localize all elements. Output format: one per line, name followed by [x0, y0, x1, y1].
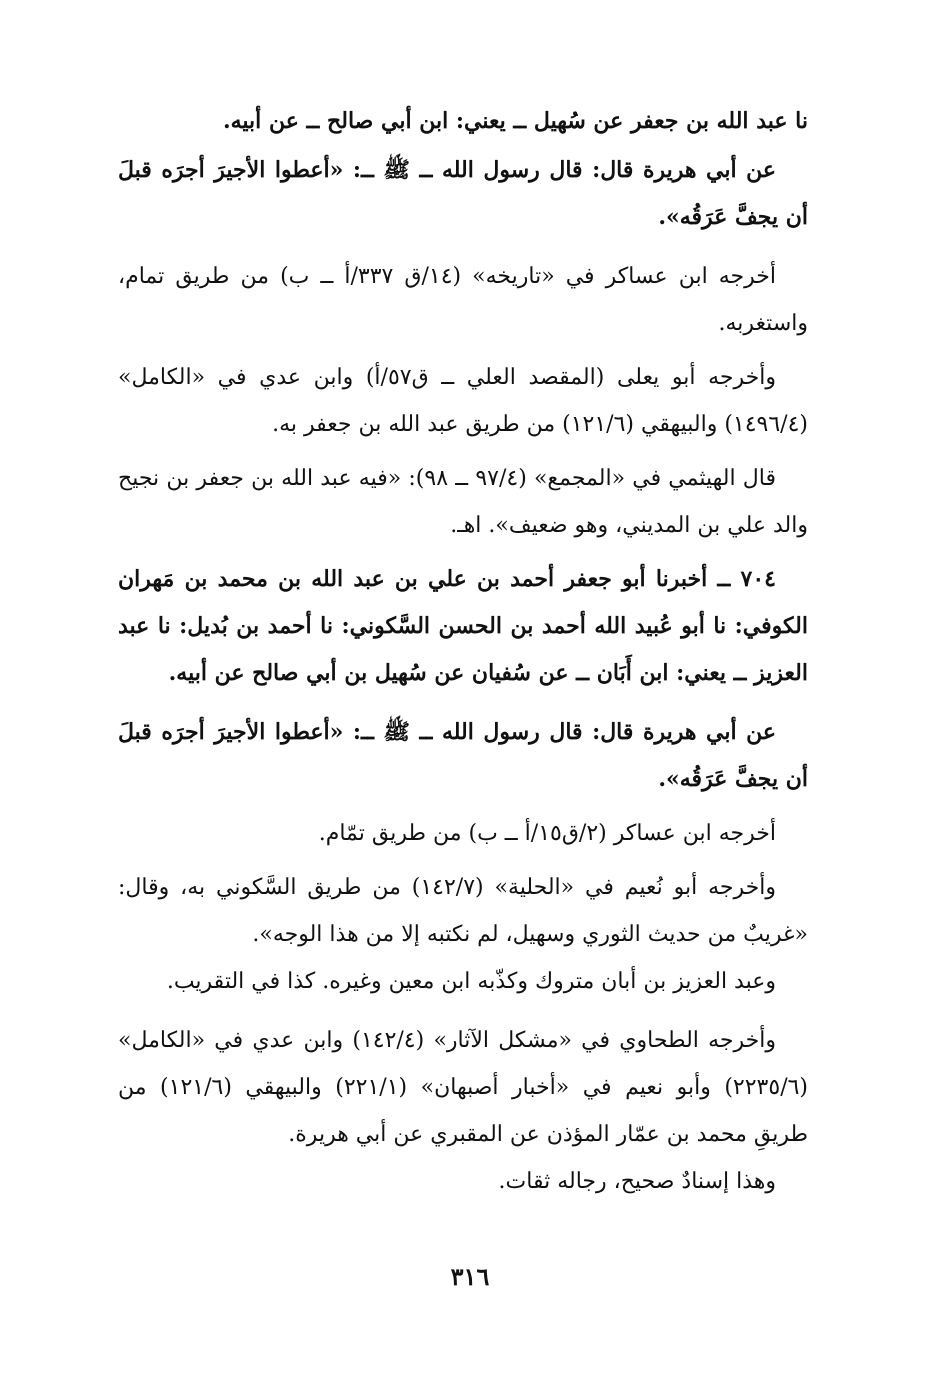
- hadith-text-704: عن أبي هريرة قال: قال رسول الله ــ ﷺ ــ: «أعطوا الأجيرَ أجرَه قبلَ أن يجفَّ عَرَقُه».: [118, 719, 808, 792]
- isnad-line-continued: نا عبد الله بن جعفر عن سُهيل ــ يعني: ابن أبي صالح ــ عن أبيه.: [222, 108, 808, 134]
- page-number: ٣١٦: [450, 1262, 490, 1291]
- hadith-text-703: عن أبي هريرة قال: قال رسول الله ــ ﷺ ــ: «أعطوا الأجيرَ أجرَه قبلَ أن يجفَّ عَرَقُه».: [118, 157, 808, 230]
- takhrij-ibn-asakir: أخرجه ابن عساكر في «تاريخه» (١٤/ق ٣٣٧/أ ــ ب) من طريق تمام، واستغربه.: [118, 264, 808, 336]
- takhrij-ibn-asakir-2: أخرجه ابن عساكر (٢/ق١٥/أ ــ ب) من طريق تمّام.: [318, 821, 776, 846]
- takhrij-abu-yala: وأخرجه أبو يعلى (المقصد العلي ــ ق٥٧/أ) وابن عدي في «الكامل» (١٤٩٦/٤) والبيهقي (١٢١/٦) من طريق عبد الله بن جعفر به.: [118, 365, 808, 437]
- note-abd-al-aziz: وعبد العزيز بن أبان متروك وكذّبه ابن معين وغيره. كذا في التقريب.: [166, 969, 776, 994]
- takhrij-tahawi: وأخرجه الطحاوي في «مشكل الآثار» (١٤٢/٤) وابن عدي في «الكامل» (٢٢٣٥/٦) وأبو نعيم في «أخبار أصبهان» (٢٢١/١) والبيهقي (١٢١/٦) من طريقِ محمد بن عمّار المؤذن عن المقبري عن أبي هريرة.: [118, 1028, 809, 1147]
- hadith-704-isnad: ٧٠٤ ــ أخبرنا أبو جعفر أحمد بن علي بن عبد الله بن محمد بن مَهران الكوفي: نا أبو عُبيد الله أحمد بن الحسن السَّكوني: نا أحمد بن بُديل: نا عبد العزيز ــ يعني: ابن أَبَان ــ عن سُفيان عن سُهيل بن أبي صالح عن أبيه.: [118, 566, 808, 686]
- takhrij-abu-nuaym: وأخرجه أبو نُعيم في «الحلية» (١٤٢/٧) من طريق السَّكوني به، وقال: «غريبٌ من حديث الثوري وسهيل، لم نكتبه إلا من هذا الوجه».: [118, 875, 808, 947]
- haythami-quote: قال الهيثمي في «المجمع» (٩٧/٤ ــ ٩٨): «فيه عبد الله بن جعفر بن نجيح والد علي بن المديني، وهو ضعيف». اهـ.: [118, 466, 808, 538]
- page-text: [118, 98, 808, 1205]
- isnad-verdict: وهذا إسنادٌ صحيح، رجاله ثقات.: [498, 1169, 776, 1194]
